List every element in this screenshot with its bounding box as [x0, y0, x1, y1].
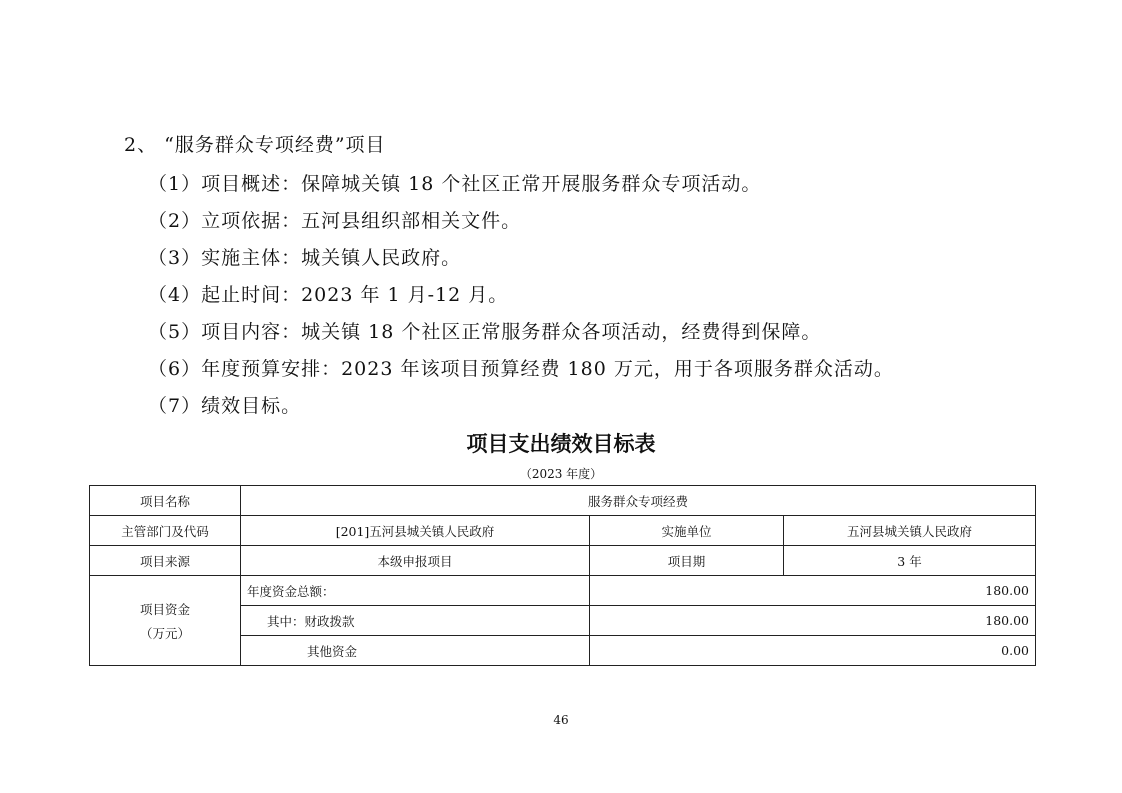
implementer-value: 五河县城关镇人民政府 [784, 516, 1036, 546]
performance-target-table [89, 485, 1036, 666]
table-title: 项目支出绩效目标表 [466, 432, 656, 456]
project-name-value: 服务群众专项经费 [241, 486, 1036, 516]
period-label: 项目期 [590, 546, 784, 576]
funds-label [90, 576, 241, 666]
implementer-label: 实施单位 [590, 516, 784, 546]
paragraph-implementer: （3）实施主体：城关镇人民政府。 [148, 247, 462, 269]
funds-fiscal-label: 其中：财政拨款 [241, 606, 590, 636]
paragraph-basis: （2）立项依据：五河县组织部相关文件。 [148, 210, 522, 232]
document-heading: 2、 “服务群众专项经费”项目 [124, 134, 386, 156]
source-value: 本级申报项目 [241, 546, 590, 576]
dept-label: 主管部门及代码 [90, 516, 241, 546]
table-row [90, 546, 1036, 576]
funds-total-label: 年度资金总额： [241, 576, 590, 606]
table-year: （2023 年度） [519, 467, 603, 481]
paragraph-overview: （1）项目概述：保障城关镇 18 个社区正常开展服务群众专项活动。 [148, 173, 762, 195]
funds-label-line1: 项目资金 [139, 601, 190, 617]
table-row [90, 486, 1036, 516]
period-value: 3 年 [784, 546, 1036, 576]
funds-total-value: 180.00 [590, 576, 1036, 606]
table-row [90, 576, 1036, 606]
source-label: 项目来源 [90, 546, 241, 576]
paragraph-period: （4）起止时间：2023 年 1 月-12 月。 [148, 284, 509, 306]
table-row [90, 516, 1036, 546]
paragraph-content: （5）项目内容：城关镇 18 个社区正常服务群众各项活动，经费得到保障。 [148, 321, 822, 343]
funds-other-value: 0.00 [590, 636, 1036, 666]
page-number: 46 [553, 713, 569, 727]
paragraph-goals: （7）绩效目标。 [148, 395, 302, 417]
project-name-label: 项目名称 [90, 486, 241, 516]
dept-value: [201]五河县城关镇人民政府 [241, 516, 590, 546]
paragraph-budget: （6）年度预算安排：2023 年该项目预算经费 180 万元，用于各项服务群众活动。 [148, 358, 894, 380]
funds-fiscal-value: 180.00 [590, 606, 1036, 636]
funds-other-label: 其他资金 [241, 636, 590, 666]
funds-label-line2: （万元） [139, 625, 190, 641]
